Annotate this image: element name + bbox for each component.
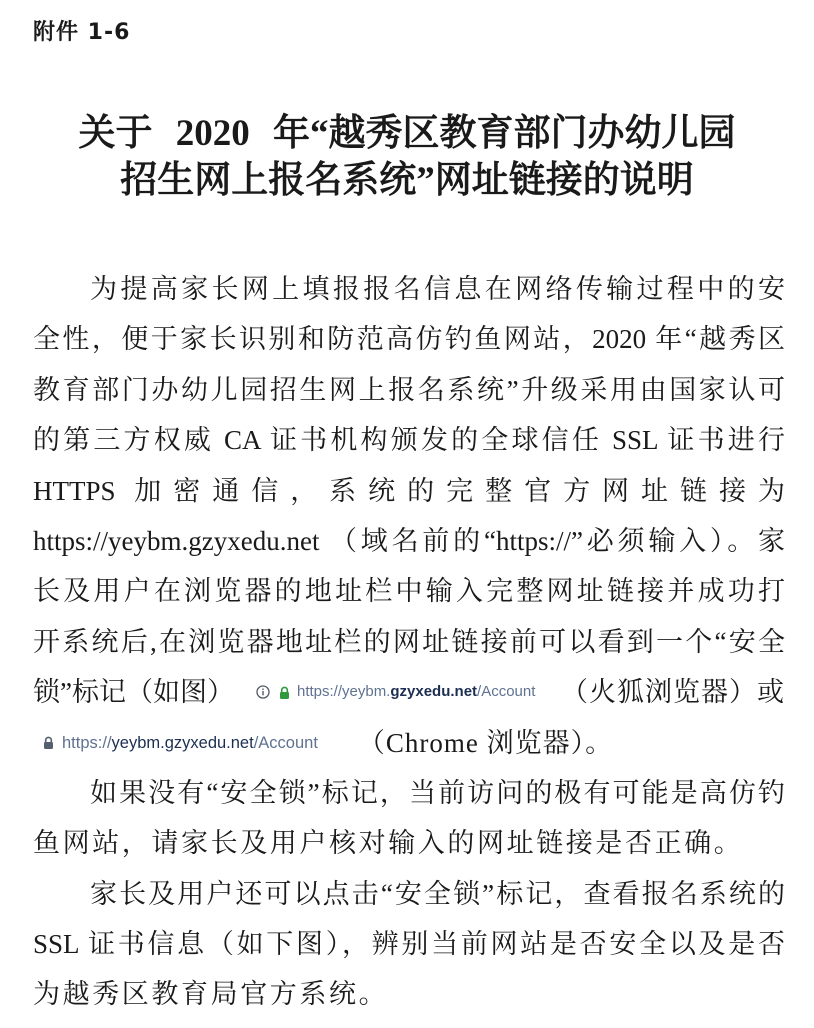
firefox-url-text [297,681,535,703]
paragraph-1-line-2: 全性，便于家长识别和防范高仿钓鱼网站，2020 年“越秀区 [33,324,785,355]
paragraph-1-line-1: 为提高家长网上填报报名信息在网络传输过程中的安 [90,274,785,304]
paragraph-1-line-3: 教育部门办幼儿园招生网上报名系统”升级采用由国家认可 [33,374,785,405]
chrome-url-domain: yeybm.gzyxedu.net [111,733,254,752]
firefox-browser-note: （火狐浏览器）或 [561,677,785,708]
paragraph-2-line-2: 鱼网站，请家长及用户核对输入的网址链接是否正确。 [33,828,744,859]
firefox-example-line [33,667,785,717]
paragraph-2-line-1: 如果没有“安全锁”标记，当前访问的极有可能是高仿钓 [90,777,785,808]
chrome-url-scheme: https:// [62,733,112,752]
paragraph-3 [33,869,785,1020]
document-body [33,264,785,1020]
chrome-url-text [62,732,318,754]
info-icon [256,685,270,699]
document-title [0,110,814,204]
chrome-browser-note: （Chrome 浏览器）。 [357,727,614,758]
lock-mark-text: 锁”标记（如图） [33,677,234,708]
paragraph-1-line-4: 的第三方权威 CA 证书机构颁发的全球信任 SSL 证书进行 [33,425,785,456]
firefox-url-prefix: https://yeybm. [296,683,391,701]
title-line-2: 招生网上报名系统”网址链接的说明 [120,160,694,201]
title-line-1: 关于 2020 年“越秀区教育部门办幼儿园 [78,113,736,154]
chrome-address-bar [40,732,318,754]
firefox-address-bar [252,681,535,703]
paragraph-1-line-8: 开系统后,在浏览器地址栏的网址链接前可以看到一个“安全 [33,626,785,657]
paragraph-3-line-2: SSL 证书信息（如下图），辨别当前网站是否安全以及是否 [33,929,785,960]
chrome-url-path: /Account [253,733,318,752]
chrome-example-line [33,718,785,768]
paragraph-3-line-3: 为越秀区教育局官方系统。 [33,979,389,1010]
attachment-label: 附件 1-6 [33,20,131,45]
lock-icon [279,686,290,699]
firefox-url-path: /Account [477,683,536,701]
paragraph-1 [33,264,785,768]
paragraph-2 [33,768,785,869]
lock-icon [43,736,54,749]
paragraph-1-line-7: 长及用户在浏览器的地址栏中输入完整网址链接并成功打 [33,576,785,607]
paragraph-1-line-6: https://yeybm.gzyxedu.net （域名前的“https://”必须输入）。家 [33,525,785,556]
paragraph-1-line-5: HTTPS 加密通信，系统的完整官方网址链接为 [33,475,785,506]
paragraph-3-line-1: 家长及用户还可以点击“安全锁”标记，查看报名系统的 [90,878,785,909]
firefox-url-domain: gzyxedu.net [390,683,478,701]
